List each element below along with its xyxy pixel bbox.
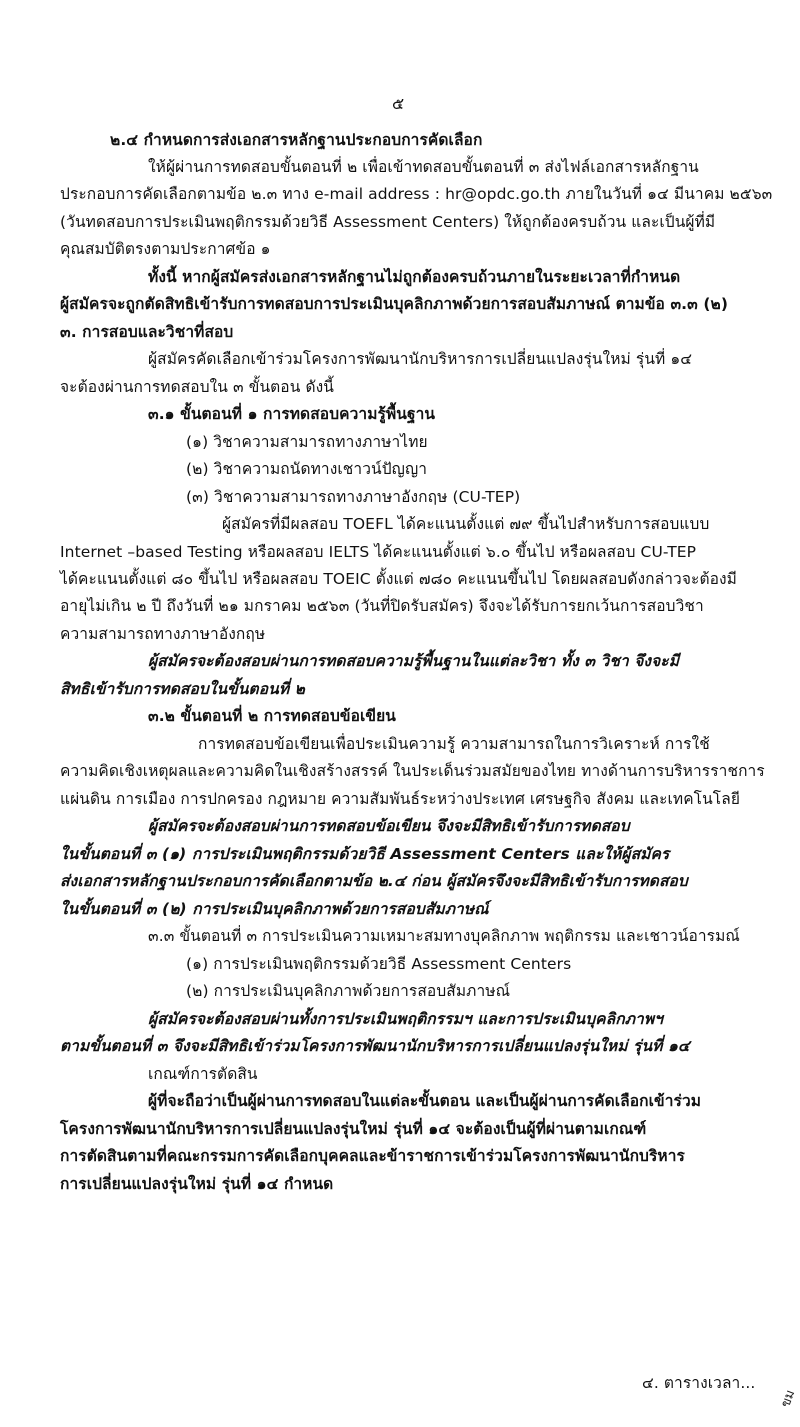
bold-italic-paragraph-line: ในขั้นตอนที่ ๓ (๒) การประเมินบุคลิกภาพด้วยการสอบสัมภาษณ์ <box>60 900 489 918</box>
paragraph-line: ให้ผู้ผ่านการทดสอบขั้นตอนที่ ๒ เพื่อเข้าทดสอบขั้นตอนที่ ๓ ส่งไฟล์เอกสารหลักฐาน <box>148 158 699 176</box>
paragraph-line: การทดสอบข้อเขียนเพื่อประเมินความรู้ ความสามารถในการวิเคราะห์ การใช้ <box>198 735 710 753</box>
list-item: (๒) วิชาความถนัดทางเชาวน์ปัญญา <box>186 460 428 478</box>
paragraph-line: ได้คะแนนตั้งแต่ ๘๐ ขึ้นไป หรือผลสอบ TOEIC ตั้งแต่ ๗๘๐ คะแนนขึ้นไป โดยผลสอบดังกล่าวจะต้องมี <box>60 570 738 588</box>
continuation-note: ๔. ตารางเวลา... <box>642 1374 756 1392</box>
bold-italic-paragraph-line: ในขั้นตอนที่ ๓ (๑) การประเมินพฤติกรรมด้วยวิธี Assessment Centers และให้ผู้สมัคร <box>60 845 670 863</box>
paragraph-line: Internet –based Testing หรือผลสอบ IELTS ได้คะแนนตั้งแต่ ๖.๐ ขึ้นไป หรือผลสอบ CU-TEP <box>60 543 697 561</box>
bold-paragraph-line: การตัดสินตามที่คณะกรรมการคัดเลือกบุคคลและข้าราชการเข้าร่วมโครงการพัฒนานักบริหาร <box>60 1147 685 1165</box>
bold-paragraph-line: ทั้งนี้ หากผู้สมัครส่งเอกสารหลักฐานไม่ถูกต้องครบถ้วนภายในระยะเวลาที่กำหนด <box>148 268 681 286</box>
paragraph-line: (วันทดสอบการประเมินพฤติกรรมด้วยวิธี Assessment Centers) ให้ถูกต้องครบถ้วน และเป็นผู้ที่มี <box>60 213 716 231</box>
paragraph-line: ความคิดเชิงเหตุผลและความคิดในเชิงสร้างสรรค์ ในประเด็นร่วมสมัยของไทย ทางด้านการบริหารราชการ <box>60 762 765 780</box>
criteria-heading: เกณฑ์การตัดสิน <box>148 1065 258 1083</box>
bold-paragraph-line: ผู้ที่จะถือว่าเป็นผู้ผ่านการทดสอบในแต่ละขั้นตอน และเป็นผู้ผ่านการคัดเลือกเข้าร่วม <box>148 1092 702 1110</box>
bold-italic-paragraph-line: ผู้สมัครจะต้องสอบผ่านทั้งการประเมินพฤติกรรมฯ และการประเมินบุคลิกภาพฯ <box>148 1010 663 1028</box>
bold-paragraph-line: ผู้สมัครจะถูกตัดสิทธิเข้ารับการทดสอบการประเมินบุคลิกภาพด้วยการสอบสัมภาษณ์ ตามข้อ ๓.๓ (๒) <box>60 295 729 313</box>
list-item: (๒) การประเมินบุคลิกภาพด้วยการสอบสัมภาษณ์ <box>186 982 511 1000</box>
paragraph-line: อายุไม่เกิน ๒ ปี ถึงวันที่ ๒๑ มกราคม ๒๕๖๓ (วันที่ปิดรับสมัคร) จึงจะได้รับการยกเว้นการสอบวิชา <box>60 597 704 615</box>
paragraph-line: ความสามารถทางภาษาอังกฤษ <box>60 625 266 643</box>
list-item: (๑) การประเมินพฤติกรรมด้วยวิธี Assessment Centers <box>186 955 572 973</box>
paragraph-line: คุณสมบัติตรงตามประกาศข้อ ๑ <box>60 240 271 258</box>
bold-italic-paragraph-line: ผู้สมัครจะต้องสอบผ่านการทดสอบข้อเขียน จึงจะมีสิทธิเข้ารับการทดสอบ <box>148 817 630 835</box>
list-item: (๑) วิชาความสามารถทางภาษาไทย <box>186 433 428 451</box>
paragraph-line: แผ่นดิน การเมือง การปกครอง กฎหมาย ความสัมพันธ์ระหว่างประเทศ เศรษฐกิจ สังคม และเทคโนโลยี <box>60 790 741 808</box>
section-heading-3: ๓. การสอบและวิชาที่สอบ <box>60 323 234 341</box>
paragraph-line: ผู้สมัครที่มีผลสอบ TOEFL ได้คะแนนตั้งแต่ ๗๙ ขึ้นไปสำหรับการสอบแบบ <box>222 515 710 533</box>
subsection-heading-3-2: ๓.๒ ขั้นตอนที่ ๒ การทดสอบข้อเขียน <box>148 707 396 725</box>
paragraph-line: จะต้องผ่านการทดสอบใน ๓ ขั้นตอน ดังนี้ <box>60 378 334 396</box>
subsection-heading-3-3: ๓.๓ ขั้นตอนที่ ๓ การประเมินความเหมาะสมทางบุคลิกภาพ พฤติกรรม และเชาวน์อารมณ์ <box>148 927 740 945</box>
section-heading-2-4: ๒.๔ กำหนดการส่งเอกสารหลักฐานประกอบการคัดเลือก <box>110 131 483 149</box>
bold-italic-paragraph-line: ส่งเอกสารหลักฐานประกอบการคัดเลือกตามข้อ ๒.๔ ก่อน ผู้สมัครจึงจะมีสิทธิเข้ารับการทดสอบ <box>60 872 688 890</box>
bold-paragraph-line: การเปลี่ยนแปลงรุ่นใหม่ รุ่นที่ ๑๔ กำหนด <box>60 1175 334 1193</box>
paragraph-line: ผู้สมัครคัดเลือกเข้าร่วมโครงการพัฒนานักบริหารการเปลี่ยนแปลงรุ่นใหม่ รุ่นที่ ๑๔ <box>148 350 693 368</box>
bold-italic-paragraph-line: ตามขั้นตอนที่ ๓ จึงจะมีสิทธิเข้าร่วมโครงการพัฒนานักบริหารการเปลี่ยนแปลงรุ่นใหม่ รุ่นที่ ๑๔ <box>60 1037 690 1055</box>
list-item: (๓) วิชาความสามารถทางภาษาอังกฤษ (CU-TEP) <box>186 488 521 506</box>
bold-italic-paragraph-line: สิทธิเข้ารับการทดสอบในขั้นตอนที่ ๒ <box>60 680 305 698</box>
page-number: ๕ <box>392 94 405 113</box>
paragraph-line: ประกอบการคัดเลือกตามข้อ ๒.๓ ทาง e-mail address : hr@opdc.go.th ภายในวันที่ ๑๔ มีนาคม ๒๕๖๓ <box>60 185 773 203</box>
subsection-heading-3-1: ๓.๑ ขั้นตอนที่ ๑ การทดสอบความรู้พื้นฐาน <box>148 405 436 423</box>
bold-italic-paragraph-line: ผู้สมัครจะต้องสอบผ่านการทดสอบความรู้พื้นฐานในแต่ละวิชา ทั้ง ๓ วิชา จึงจะมี <box>148 652 680 670</box>
handwritten-initial-mark: ขม <box>778 1387 799 1410</box>
bold-paragraph-line: โครงการพัฒนานักบริหารการเปลี่ยนแปลงรุ่นใหม่ รุ่นที่ ๑๔ จะต้องเป็นผู้ที่ผ่านตามเกณฑ์ <box>60 1120 647 1138</box>
